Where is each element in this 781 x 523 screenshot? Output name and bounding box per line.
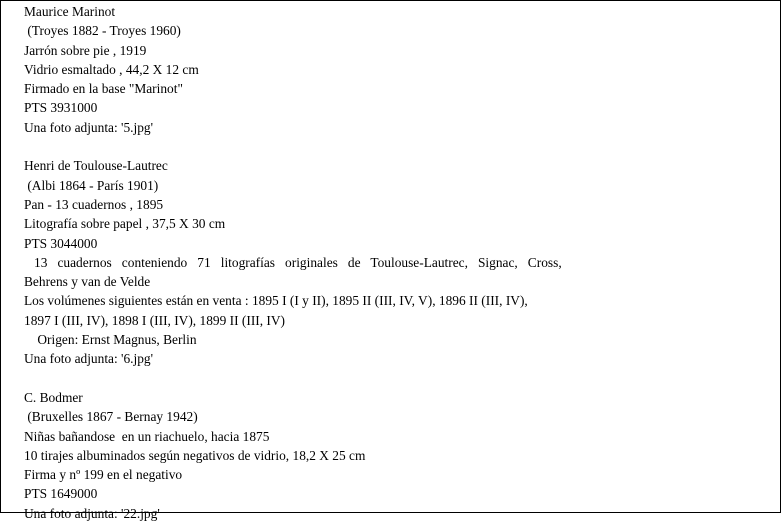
artwork-description-continued: Behrens y van de Velde bbox=[24, 274, 151, 290]
artwork-signature: Firmado en la base "Marinot" bbox=[24, 81, 183, 97]
photo-attachment: Una foto adjunta: '22.jpg' bbox=[24, 505, 160, 521]
artwork-medium: Litografía sobre papel , 37,5 X 30 cm bbox=[24, 216, 226, 232]
artwork-title: Jarrón sobre pie , 1919 bbox=[24, 42, 147, 58]
entry-separator bbox=[24, 137, 630, 156]
artwork-price: PTS 3931000 bbox=[24, 100, 98, 116]
catalog-entry bbox=[24, 2, 630, 137]
artwork-signature: Firma y nº 199 en el negativo bbox=[24, 467, 183, 483]
entry-separator bbox=[24, 369, 630, 388]
catalog-entry bbox=[24, 156, 630, 368]
volumes-for-sale-continued: 1897 I (III, IV), 1898 I (III, IV), 1899 II (III, IV) bbox=[24, 312, 286, 328]
photo-attachment: Una foto adjunta: '6.jpg' bbox=[24, 351, 154, 367]
artist-dates: (Bruxelles 1867 - Bernay 1942) bbox=[24, 409, 198, 425]
volumes-for-sale: Los volúmenes siguientes están en venta : 1895 I (I y II), 1895 II (III, IV, V), 1896 II (III, IV), bbox=[24, 293, 528, 309]
photo-attachment: Una foto adjunta: '5.jpg' bbox=[24, 119, 154, 135]
catalog-text bbox=[24, 2, 630, 523]
artwork-price: PTS 1649000 bbox=[24, 486, 98, 502]
artist-name: Henri de Toulouse-Lautrec bbox=[24, 158, 168, 174]
artwork-title: Pan - 13 cuadernos , 1895 bbox=[24, 196, 164, 212]
artwork-price: PTS 3044000 bbox=[24, 235, 98, 251]
artist-dates: (Albi 1864 - París 1901) bbox=[24, 177, 159, 193]
artwork-provenance: Origen: Ernst Magnus, Berlin bbox=[24, 332, 197, 348]
artwork-medium: Vidrio esmaltado , 44,2 X 12 cm bbox=[24, 61, 199, 77]
catalog-entry bbox=[24, 388, 630, 523]
artwork-description: 13 cuadernos conteniendo 71 litografías originales de Toulouse-Lautrec, Signac, Cross, bbox=[24, 254, 562, 270]
artist-name: C. Bodmer bbox=[24, 389, 83, 405]
artwork-medium: 10 tirajes albuminados según negativos de vidrio, 18,2 X 25 cm bbox=[24, 447, 366, 463]
artist-name: Maurice Marinot bbox=[24, 4, 116, 19]
artwork-title: Niñas bañandose en un riachuelo, hacia 1875 bbox=[24, 428, 270, 444]
artist-dates: (Troyes 1882 - Troyes 1960) bbox=[24, 23, 181, 39]
